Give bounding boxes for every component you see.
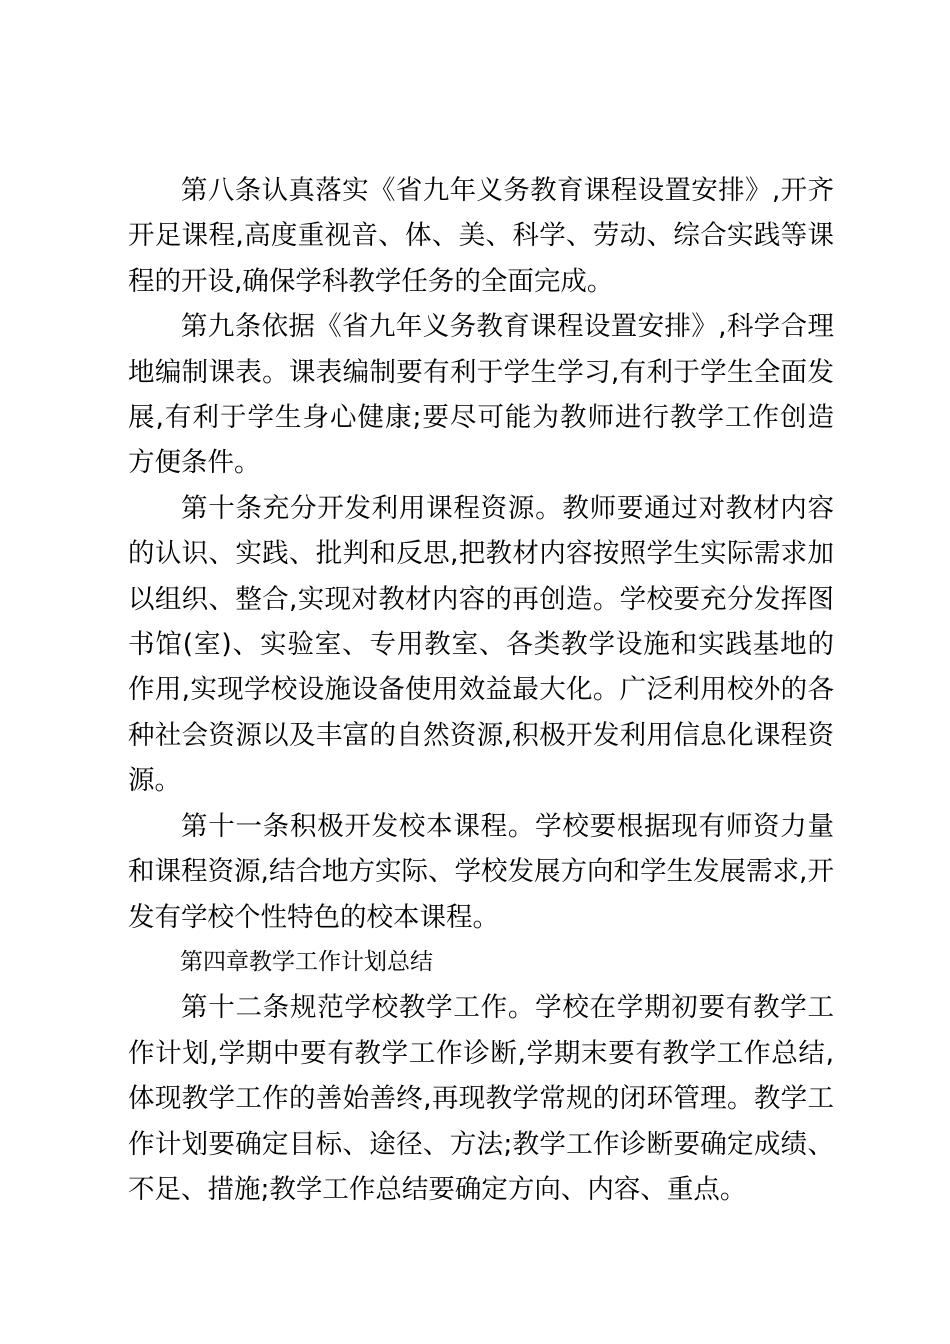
chapter-heading: 第四章教学工作计划总结 [180,948,433,975]
article-9-paragraph: 第九条依据《省九年义务教育课程设置安排》,科学合理地编制课表。课表编制要有利于学生学习,有利于学生全面发展,有利于学生身心健康;要尽可能为教师进行教学工作创造方便条件。 [128,311,834,479]
article-10-paragraph: 第十条充分开发利用课程资源。教师要通过对教材内容的认识、实践、批判和反思,把教材内容按照学生实际需求加以组织、整合,实现对教材内容的再创造。学校要充分发挥图书馆(室)、实验室、专用教室、各类教学设施和实践基地的作用,实现学校设施设备使用效益最大化。广泛利用校外的各种社会资源以及丰富的自然资源,积极开发利用信息化课程资源。 [128,492,834,797]
document-body [128,168,834,1212]
article-11-paragraph: 第十一条积极开发校本课程。学校要根据现有师资力量和课程资源,结合地方实际、学校发展方向和学生发展需求,开发有学校个性特色的校本课程。 [128,810,834,933]
article-8-paragraph: 第八条认真落实《省九年义务教育课程设置安排》,开齐开足课程,高度重视音、体、美、科学、劳动、综合实践等课程的开设,确保学科教学任务的全面完成。 [128,175,834,297]
article-12-paragraph: 第十二条规范学校教学工作。学校在学期初要有教学工作计划,学期中要有教学工作诊断,学期末要有教学工作总结,体现教学工作的善始善终,再现教学常规的闭环管理。教学工作计划要确定目标、途径、方法;教学工作诊断要确定成绩、不足、措施;教学工作总结要确定方向、内容、重点。 [128,992,834,1205]
